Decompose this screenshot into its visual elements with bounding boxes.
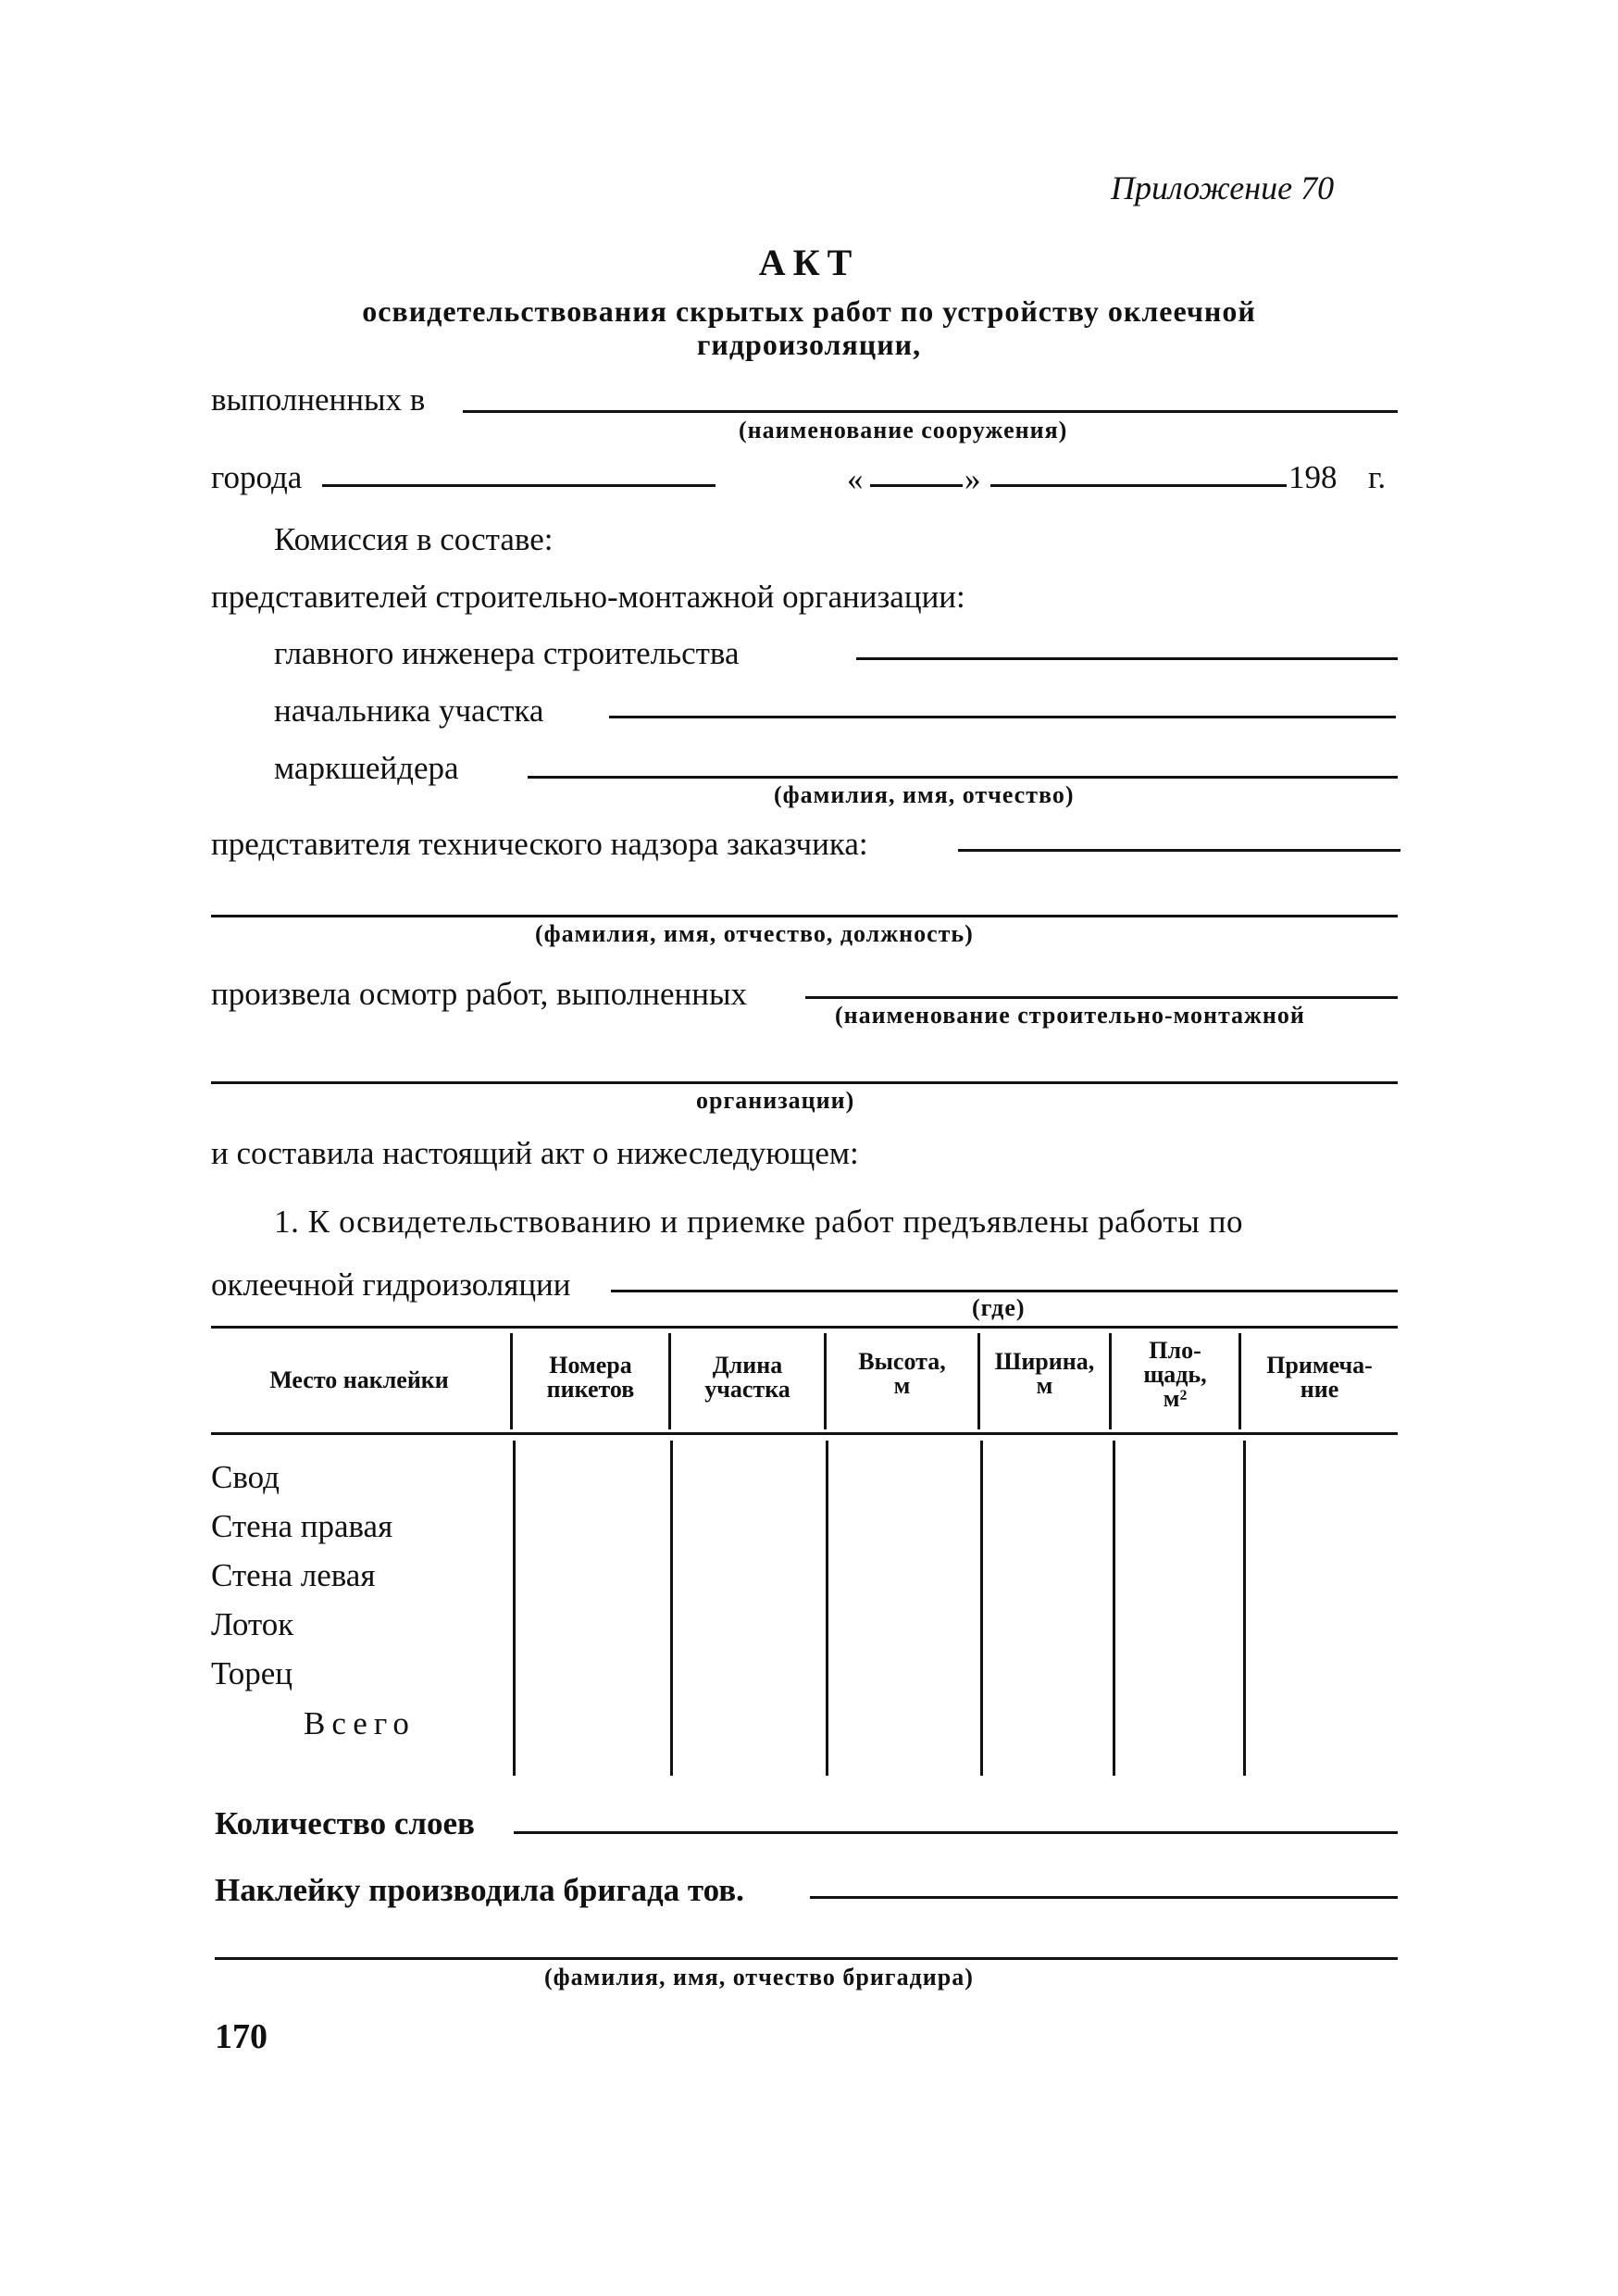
structure-name-field[interactable]: [463, 410, 1398, 413]
body-col-divider-3: [826, 1441, 828, 1776]
tech-supervision-field[interactable]: [958, 849, 1400, 852]
chief-engineer-field[interactable]: [856, 657, 1398, 660]
year-suffix: г.: [1368, 459, 1387, 495]
item1-line1: 1. К освидетельствованию и приемке работ предъявлены работы по: [274, 1204, 1244, 1240]
inspection-table: [211, 1326, 1398, 1789]
table-row-label: Свод: [211, 1459, 280, 1495]
section-head-label: начальника участка: [274, 693, 544, 729]
header-length: Длина участка: [704, 1352, 790, 1403]
date-day-field[interactable]: [870, 484, 963, 487]
city-label: города: [211, 459, 303, 495]
document-title: АКТ: [758, 242, 860, 283]
inspected-label: произвела осмотр работ, выполненных: [211, 976, 748, 1012]
table-total-label: Всего: [304, 1705, 416, 1741]
body-col-divider-6: [1243, 1441, 1246, 1776]
header-height: Высота, м: [858, 1348, 946, 1399]
org-caption-1: (наименование строительно-монтажной: [835, 1002, 1305, 1029]
table-row-label: Лоток: [211, 1606, 294, 1642]
fio-caption: (фамилия, имя, отчество): [774, 781, 1075, 808]
table-row-label: Торец: [211, 1655, 293, 1691]
chief-engineer-label: главного инженера строительства: [274, 635, 740, 671]
tech-supervision-field-2[interactable]: [211, 915, 1398, 917]
page-number: 170: [215, 2017, 268, 2056]
table-top-rule: [211, 1326, 1398, 1329]
year-label: 198: [1288, 459, 1338, 495]
date-quote-open: «: [847, 461, 864, 497]
header-place: Место наклейки: [269, 1366, 449, 1393]
item1-line2: оклеечной гидроизоляции: [211, 1267, 571, 1303]
header-pickets: Номера пикетов: [546, 1352, 635, 1403]
body-col-divider-1: [513, 1441, 516, 1776]
performed-in-label: выполненных в: [211, 381, 426, 418]
structure-caption: (наименование сооружения): [739, 417, 1068, 443]
fio-position-caption: (фамилия, имя, отчество, должность): [535, 920, 974, 947]
appendix-label: Приложение 70: [1111, 169, 1335, 206]
document-subtitle-line2: гидроизоляции,: [696, 328, 922, 361]
surveyor-field[interactable]: [528, 776, 1398, 779]
compiled-label: и составила настоящий акт о нижеследующем:: [211, 1135, 859, 1171]
commission-heading: Комиссия в составе:: [274, 521, 554, 557]
contractor-reps-heading: представителей строительно-монтажной организации:: [211, 579, 965, 615]
layers-label: Количество слоев: [215, 1805, 475, 1841]
date-quote-close: »: [965, 461, 981, 497]
header-width: Ширина, м: [994, 1348, 1095, 1399]
body-col-divider-5: [1113, 1441, 1115, 1776]
foreman-field[interactable]: [215, 1957, 1398, 1960]
foreman-caption: (фамилия, имя, отчество бригадира): [544, 1964, 974, 1990]
date-month-field[interactable]: [990, 484, 1287, 487]
header-note: Примеча- ние: [1266, 1352, 1373, 1403]
where-field[interactable]: [611, 1290, 1398, 1292]
table-row-label: Стена правая: [211, 1508, 393, 1544]
body-col-divider-2: [670, 1441, 673, 1776]
brigade-label: Наклейку производила бригада тов.: [215, 1872, 744, 1908]
table-row-label: Стена левая: [211, 1557, 376, 1593]
layers-field[interactable]: [514, 1831, 1398, 1834]
tech-supervision-label: представителя технического надзора заказчика:: [211, 826, 868, 862]
org-caption-2: организации): [696, 1087, 855, 1114]
surveyor-label: маркшейдера: [274, 750, 459, 786]
document-subtitle-line1: освидетельствования скрытых работ по устройству оклеечной: [362, 294, 1256, 328]
brigade-field[interactable]: [810, 1896, 1398, 1899]
contractor-org-field[interactable]: [805, 996, 1398, 999]
city-field[interactable]: [322, 484, 716, 487]
header-area: Пло- щадь, м²: [1143, 1337, 1207, 1412]
body-col-divider-4: [980, 1441, 983, 1776]
contractor-org-field-2[interactable]: [211, 1081, 1398, 1084]
section-head-field[interactable]: [609, 716, 1396, 718]
table-header-rule: [211, 1432, 1398, 1435]
where-caption: (где): [972, 1294, 1026, 1321]
